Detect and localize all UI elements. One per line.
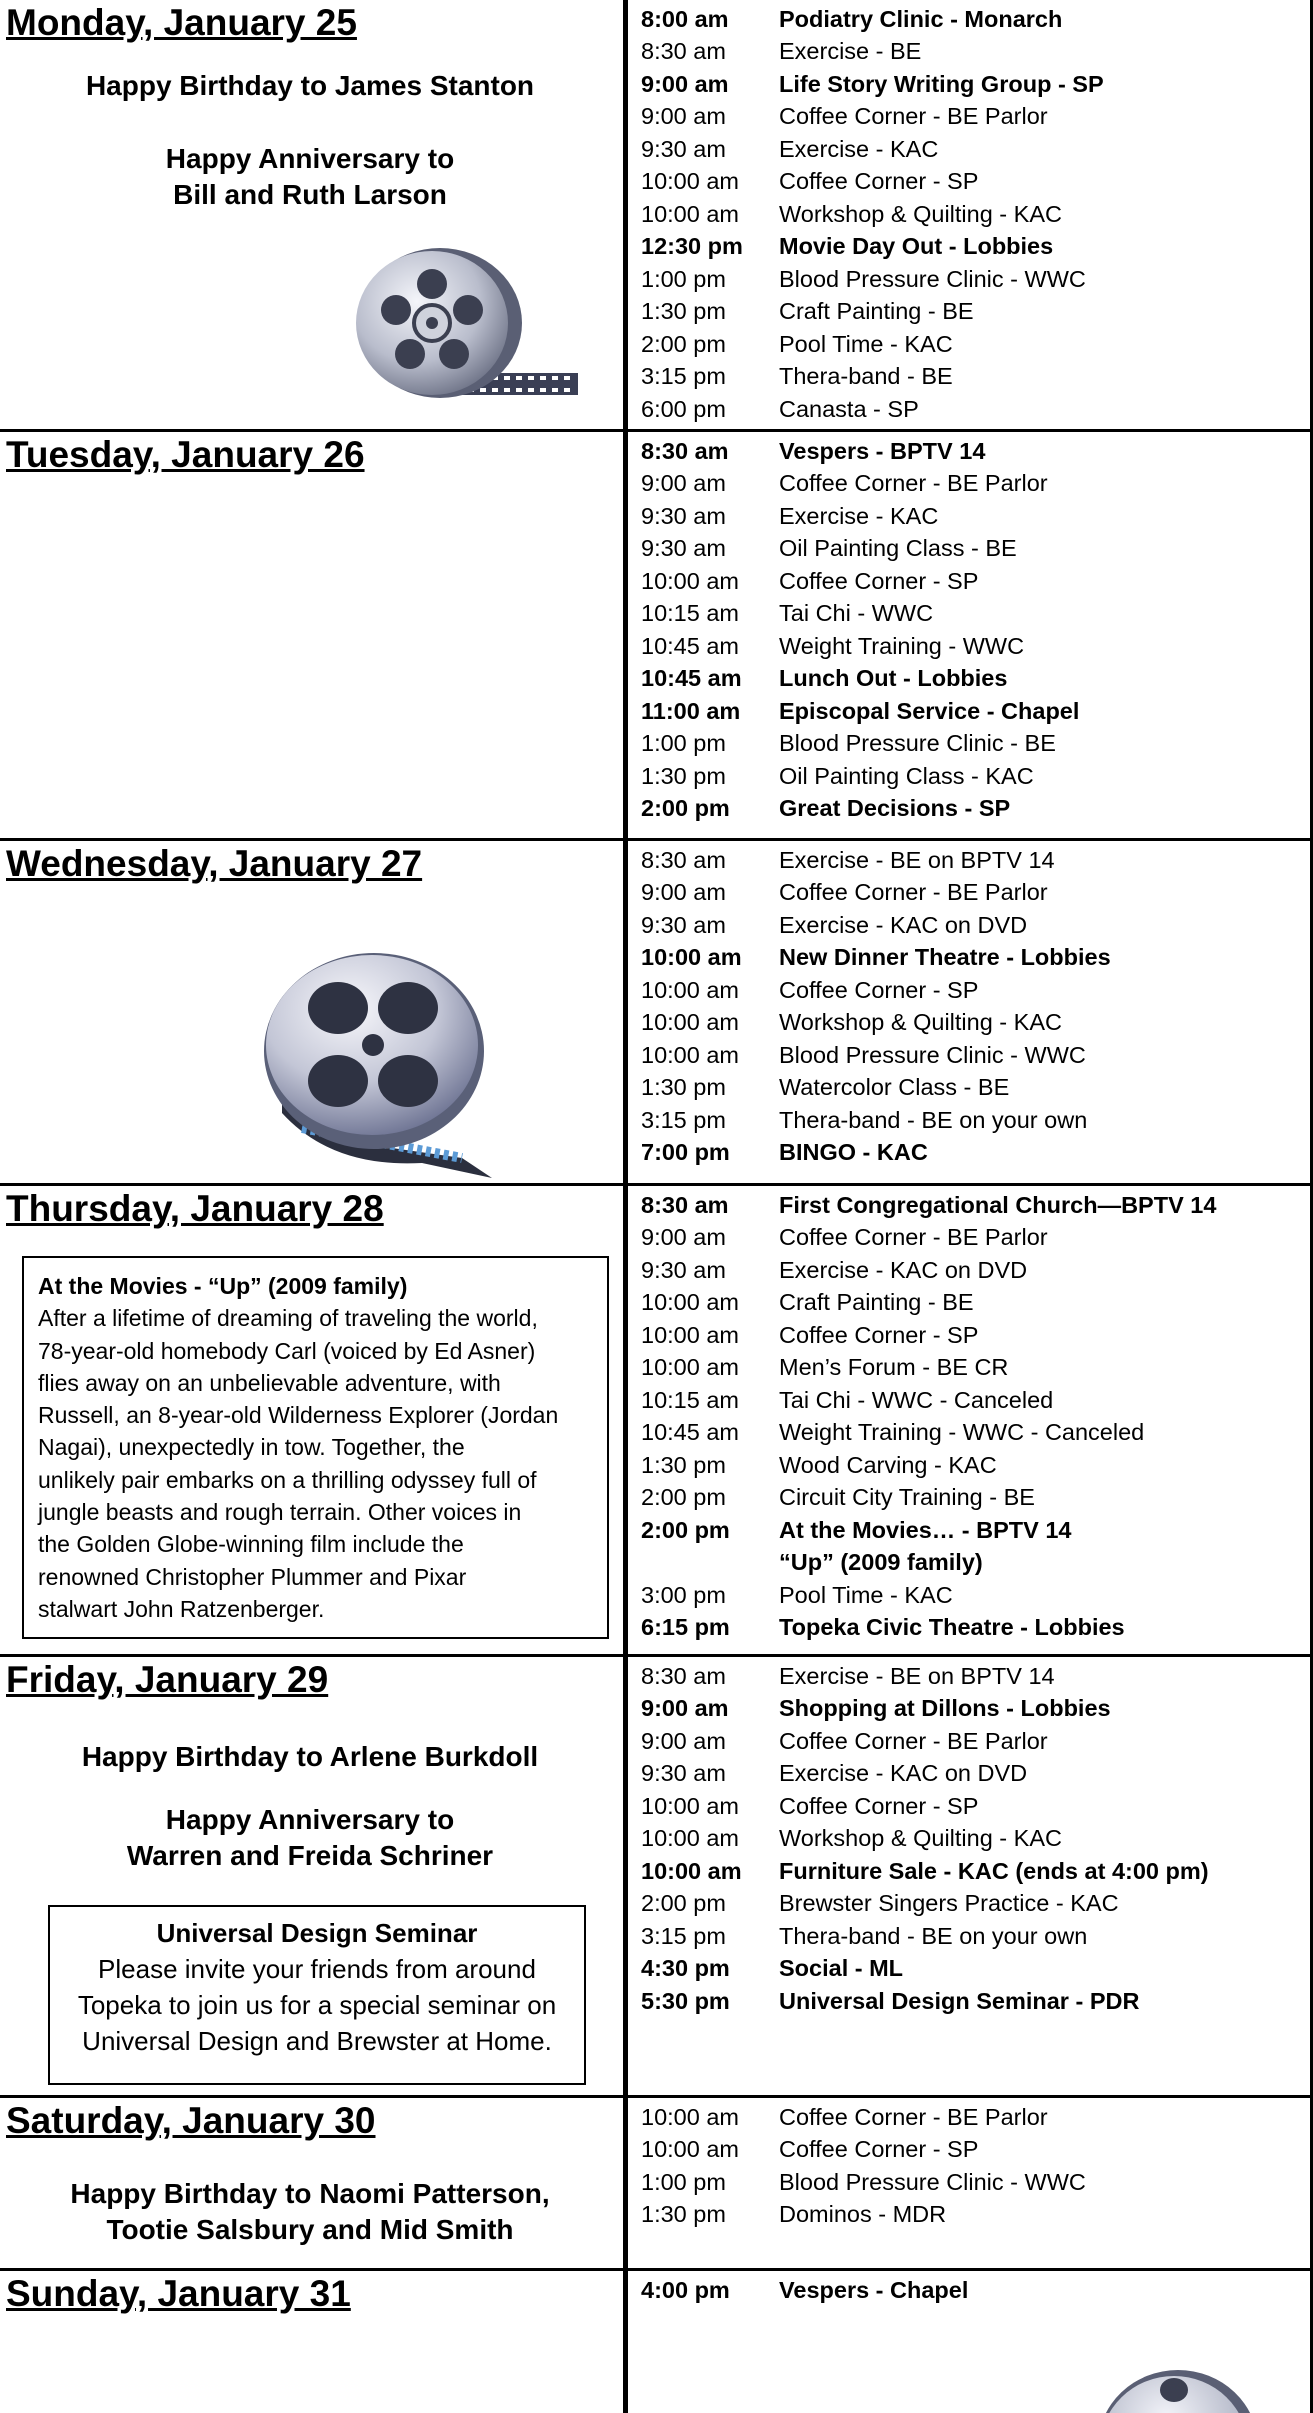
event-list [641, 1660, 1311, 2018]
event-row [641, 1384, 1311, 1417]
event-name: Oil Painting Class - BE [779, 535, 1017, 562]
day-row-wednesday [0, 841, 1313, 1186]
day-title: Tuesday, January 26 [6, 434, 365, 475]
event-time: 6:15 pm [641, 1614, 730, 1641]
event-time: 10:45 am [641, 1419, 739, 1446]
event-time: 10:00 am [641, 1825, 739, 1852]
event-name: Tai Chi - WWC [779, 600, 934, 627]
event-row [641, 909, 1311, 942]
event-time: 10:00 am [641, 944, 742, 971]
event-list [641, 3, 1311, 426]
schedule-sunday [628, 2271, 1313, 2413]
event-name: Weight Training - WWC - Canceled [779, 1419, 1145, 1446]
movie-description-box [22, 1256, 609, 1639]
seminar-box [48, 1905, 586, 2085]
event-time: 2:00 pm [641, 795, 730, 822]
event-time: 9:00 am [641, 103, 726, 130]
event-name: Workshop & Quilting - KAC [779, 200, 1062, 227]
event-name: Great Decisions - SP [779, 795, 1011, 822]
event-time: 10:00 am [641, 1041, 739, 1068]
event-name: Blood Pressure Clinic - WWC [779, 265, 1086, 292]
event-time: 9:00 am [641, 879, 726, 906]
event-time: 8:30 am [641, 437, 729, 464]
event-name: Oil Painting Class - KAC [779, 762, 1034, 789]
event-row [641, 263, 1311, 296]
event-row [641, 1579, 1311, 1612]
event-row [641, 844, 1311, 877]
event-row [641, 1612, 1311, 1645]
event-name: Brewster Singers Practice - KAC [779, 1890, 1119, 1917]
event-name: Exercise - BE on BPTV 14 [779, 1662, 1055, 1689]
event-time: 1:30 pm [641, 762, 726, 789]
event-row [641, 133, 1311, 166]
event-name: Blood Pressure Clinic - WWC [779, 2168, 1086, 2195]
event-name: Coffee Corner - BE Parlor [779, 1224, 1048, 1251]
event-name: Coffee Corner - SP [779, 1321, 979, 1348]
event-name: Canasta - SP [779, 395, 919, 422]
event-row [641, 1137, 1311, 1170]
event-name: Coffee Corner - SP [779, 567, 979, 594]
text-line: flies away on an unbelievable adventure, with [38, 1369, 501, 1396]
day-row-tuesday [0, 432, 1313, 841]
event-name: Thera-band - BE on your own [779, 1106, 1088, 1133]
schedule-monday [628, 0, 1313, 429]
text-line: stalwart John Ratzenberger. [38, 1595, 325, 1622]
event-name: Coffee Corner - SP [779, 168, 979, 195]
event-name: Coffee Corner - SP [779, 1792, 979, 1819]
day-row-monday [0, 0, 1313, 432]
event-name: Exercise - KAC on DVD [779, 1256, 1028, 1283]
event-name: Podiatry Clinic - Monarch [779, 5, 1063, 32]
event-name: Circuit City Training - BE [779, 1484, 1035, 1511]
day-title: Friday, January 29 [6, 1659, 329, 1700]
day-title: Sunday, January 31 [6, 2273, 351, 2314]
text-line: Topeka to join us for a special seminar on [77, 1990, 557, 2020]
event-row [641, 877, 1311, 910]
event-list [641, 1189, 1311, 1644]
event-row [641, 1758, 1311, 1791]
event-name: Lunch Out - Lobbies [779, 665, 1008, 692]
event-name: Vespers - Chapel [779, 2276, 969, 2303]
birthday-note: Happy Birthday to Arlene Burkdoll [81, 1741, 539, 1772]
event-row [641, 101, 1311, 134]
event-name: Exercise - KAC on DVD [779, 1760, 1028, 1787]
day-row-sunday [0, 2271, 1313, 2413]
event-time: 10:00 am [641, 200, 739, 227]
event-name: Thera-band - BE on your own [779, 1922, 1088, 1949]
event-row [641, 2101, 1311, 2134]
day-info-wednesday [0, 841, 628, 1183]
event-name: Coffee Corner - SP [779, 976, 979, 1003]
event-time: 1:30 pm [641, 2201, 726, 2228]
event-name: Workshop & Quilting - KAC [779, 1009, 1062, 1036]
event-name: Exercise - KAC [779, 502, 939, 529]
event-row [641, 728, 1311, 761]
event-time: 9:00 am [641, 1727, 726, 1754]
anniversary-names: Warren and Freida Schriner [126, 1840, 494, 1871]
event-time: 9:00 am [641, 70, 729, 97]
event-row [641, 36, 1311, 69]
event-time: 10:15 am [641, 1386, 739, 1413]
event-row [641, 942, 1311, 975]
event-time: 7:00 pm [641, 1139, 730, 1166]
event-name: Pool Time - KAC [779, 330, 953, 357]
event-time: 10:00 am [641, 2103, 739, 2130]
event-name: Men’s Forum - BE CR [779, 1354, 1009, 1381]
event-name: Pool Time - KAC [779, 1581, 953, 1608]
day-title: Thursday, January 28 [6, 1188, 384, 1229]
day-row-friday [0, 1657, 1313, 2098]
event-name: Coffee Corner - SP [779, 2136, 979, 2163]
event-time: 10:00 am [641, 1289, 739, 1316]
event-name: Exercise - BE on BPTV 14 [779, 846, 1055, 873]
event-time: 6:00 pm [641, 395, 726, 422]
event-time: 12:30 pm [641, 233, 743, 260]
text-line: After a lifetime of dreaming of traveling the world, [38, 1305, 538, 1332]
event-row [641, 2199, 1311, 2232]
event-time: 9:00 am [641, 1695, 729, 1722]
event-time: 3:15 pm [641, 363, 726, 390]
event-time: 9:00 am [641, 1224, 726, 1251]
event-row [641, 468, 1311, 501]
event-row [641, 1660, 1311, 1693]
event-name: Universal Design Seminar - PDR [779, 1987, 1140, 2014]
event-time: 8:30 am [641, 38, 726, 65]
movie-heading: At the Movies - “Up” (2009 family) [38, 1273, 408, 1299]
event-row [641, 1693, 1311, 1726]
event-time: 11:00 am [641, 697, 741, 724]
event-row [641, 1953, 1311, 1986]
event-time: 10:15 am [641, 600, 739, 627]
event-row [641, 231, 1311, 264]
event-time: 4:30 pm [641, 1955, 730, 1982]
event-time: 1:00 pm [641, 265, 726, 292]
event-name: Tai Chi - WWC - Canceled [779, 1386, 1054, 1413]
event-time: 10:00 am [641, 1354, 739, 1381]
event-time: 10:00 am [641, 976, 739, 1003]
event-name: Life Story Writing Group - SP [779, 70, 1104, 97]
event-time: 9:30 am [641, 1256, 726, 1283]
event-row [641, 500, 1311, 533]
event-name: Coffee Corner - BE Parlor [779, 2103, 1048, 2130]
day-title: Wednesday, January 27 [6, 843, 423, 884]
event-row [641, 1007, 1311, 1040]
event-row [641, 1319, 1311, 1352]
event-row [641, 630, 1311, 663]
day-info-sunday [0, 2271, 628, 2413]
day-info-saturday [0, 2098, 628, 2268]
event-time: 10:00 am [641, 567, 739, 594]
event-list [641, 435, 1311, 825]
event-row [641, 1417, 1311, 1450]
film-reel-icon [348, 248, 583, 403]
event-row [641, 328, 1311, 361]
anniversary-note: Happy Anniversary to [165, 143, 455, 174]
event-name: At the Movies… - BPTV 14 [779, 1516, 1072, 1543]
birthday-note: Happy Birthday to James Stanton [85, 70, 535, 101]
event-row [641, 1920, 1311, 1953]
event-name: BINGO - KAC [779, 1139, 928, 1166]
event-row [641, 1352, 1311, 1385]
event-row [641, 393, 1311, 426]
event-name: Topeka Civic Theatre - Lobbies [779, 1614, 1125, 1641]
event-name: Weight Training - WWC [779, 632, 1025, 659]
event-time: 8:30 am [641, 846, 726, 873]
event-name: Exercise - BE [779, 38, 922, 65]
day-title: Monday, January 25 [6, 2, 357, 43]
event-time: 2:00 pm [641, 1890, 726, 1917]
event-name: Coffee Corner - BE Parlor [779, 879, 1048, 906]
event-row [641, 2274, 1311, 2307]
text-line: unlikely pair embarks on a thrilling odyssey full of [38, 1466, 537, 1493]
event-row [641, 2134, 1311, 2167]
event-name: New Dinner Theatre - Lobbies [779, 944, 1111, 971]
event-name: Craft Painting - BE [779, 1289, 974, 1316]
event-time: 5:30 pm [641, 1987, 730, 2014]
event-row [641, 435, 1311, 468]
event-time: 2:00 pm [641, 1516, 730, 1543]
seminar-heading: Universal Design Seminar [156, 1918, 478, 1948]
schedule-wednesday [628, 841, 1313, 1183]
event-name: Wood Carving - KAC [779, 1451, 997, 1478]
event-row [641, 1254, 1311, 1287]
schedule-tuesday [628, 432, 1313, 838]
event-time: 1:00 pm [641, 730, 726, 757]
text-line: Russell, an 8-year-old Wilderness Explorer (Jordan [38, 1402, 559, 1429]
day-row-saturday [0, 2098, 1313, 2271]
event-row [641, 2166, 1311, 2199]
event-name: Shopping at Dillons - Lobbies [779, 1695, 1111, 1722]
event-name: Workshop & Quilting - KAC [779, 1825, 1062, 1852]
event-row [641, 1855, 1311, 1888]
event-name: Movie Day Out - Lobbies [779, 233, 1054, 260]
event-row [641, 198, 1311, 231]
event-time: 10:00 am [641, 1792, 739, 1819]
text-line: Universal Design and Brewster at Home. [82, 2026, 552, 2056]
day-info-tuesday [0, 432, 628, 838]
birthday-names: Tootie Salsbury and Mid Smith [106, 2214, 514, 2245]
day-info-thursday [0, 1186, 628, 1654]
event-name: “Up” (2009 family) [779, 1549, 983, 1576]
event-time: 9:30 am [641, 535, 726, 562]
event-row [641, 1790, 1311, 1823]
event-name: Episcopal Service - Chapel [779, 697, 1080, 724]
event-name: Vespers - BPTV 14 [779, 437, 986, 464]
movie-description [38, 1302, 593, 1625]
event-row [641, 1888, 1311, 1921]
event-time: 9:00 am [641, 470, 726, 497]
event-row [641, 565, 1311, 598]
event-time: 4:00 pm [641, 2276, 730, 2303]
event-row [641, 760, 1311, 793]
text-line: renowned Christopher Plummer and Pixar [38, 1563, 467, 1590]
event-time: 1:00 pm [641, 2168, 726, 2195]
event-time: 10:00 am [641, 1857, 742, 1884]
event-name: Thera-band - BE [779, 363, 953, 390]
day-info-monday [0, 0, 628, 429]
event-row [641, 793, 1311, 826]
event-row [641, 1514, 1311, 1547]
event-row [641, 663, 1311, 696]
event-time: 10:00 am [641, 1009, 739, 1036]
event-time: 9:30 am [641, 135, 726, 162]
event-time: 10:00 am [641, 2136, 739, 2163]
event-row [641, 296, 1311, 329]
day-row-thursday [0, 1186, 1313, 1657]
event-time: 8:00 am [641, 5, 729, 32]
event-row [641, 1482, 1311, 1515]
day-title: Saturday, January 30 [6, 2100, 376, 2141]
schedule-friday [628, 1657, 1313, 2095]
event-row [641, 1039, 1311, 1072]
event-time: 3:00 pm [641, 1581, 726, 1608]
film-reel-icon [262, 953, 502, 1183]
text-line: jungle beasts and rough terrain. Other voices in [38, 1499, 522, 1526]
event-list [641, 2274, 1311, 2307]
event-row [641, 1222, 1311, 1255]
event-name: Furniture Sale - KAC (ends at 4:00 pm) [779, 1857, 1209, 1884]
event-row [641, 3, 1311, 36]
event-time: 10:00 am [641, 168, 739, 195]
event-name: First Congregational Church—BPTV 14 [779, 1191, 1217, 1218]
event-row [641, 1547, 1311, 1580]
text-line: Nagai), unexpectedly in tow. Together, the [38, 1434, 465, 1461]
anniversary-names: Bill and Ruth Larson [173, 179, 447, 210]
event-time: 8:30 am [641, 1662, 726, 1689]
event-time: 8:30 am [641, 1191, 729, 1218]
text-line: the Golden Globe-winning film include the [38, 1531, 464, 1558]
schedule-saturday [628, 2098, 1313, 2268]
event-row [641, 695, 1311, 728]
event-time: 9:30 am [641, 1760, 726, 1787]
day-info-friday [0, 1657, 628, 2095]
text-line: Please invite your friends from around [98, 1954, 536, 1984]
event-time: 10:45 am [641, 665, 742, 692]
event-name: Coffee Corner - BE Parlor [779, 1727, 1048, 1754]
event-name: Dominos - MDR [779, 2201, 947, 2228]
event-name: Social - ML [779, 1955, 904, 1982]
event-time: 3:15 pm [641, 1106, 726, 1133]
event-row [641, 1725, 1311, 1758]
event-name: Blood Pressure Clinic - BE [779, 730, 1056, 757]
event-list [641, 2101, 1311, 2231]
birthday-note: Happy Birthday to Naomi Patterson, [70, 2178, 550, 2209]
event-name: Watercolor Class - BE [779, 1074, 1010, 1101]
event-time: 2:00 pm [641, 330, 726, 357]
event-name: Exercise - KAC on DVD [779, 911, 1028, 938]
event-row [641, 166, 1311, 199]
anniversary-note: Happy Anniversary to [165, 1804, 455, 1835]
film-reel-icon [1028, 2366, 1288, 2413]
event-row [641, 1104, 1311, 1137]
event-time: 3:15 pm [641, 1922, 726, 1949]
event-time: 9:30 am [641, 911, 726, 938]
event-row [641, 598, 1311, 631]
event-time: 9:30 am [641, 502, 726, 529]
event-row [641, 1072, 1311, 1105]
event-row [641, 1189, 1311, 1222]
event-name: Coffee Corner - BE Parlor [779, 470, 1048, 497]
event-time: 1:30 pm [641, 1074, 726, 1101]
event-time: 1:30 pm [641, 298, 726, 325]
event-time: 10:45 am [641, 632, 739, 659]
event-name: Blood Pressure Clinic - WWC [779, 1041, 1086, 1068]
event-row [641, 1287, 1311, 1320]
event-name: Coffee Corner - BE Parlor [779, 103, 1048, 130]
event-row [641, 1823, 1311, 1856]
event-row [641, 974, 1311, 1007]
event-list [641, 844, 1311, 1169]
event-row [641, 68, 1311, 101]
text-line: 78-year-old homebody Carl (voiced by Ed Asner) [38, 1337, 536, 1364]
seminar-description [60, 1951, 574, 2059]
event-row [641, 361, 1311, 394]
event-row [641, 533, 1311, 566]
event-time: 2:00 pm [641, 1484, 726, 1511]
event-name: Exercise - KAC [779, 135, 939, 162]
event-row [641, 1985, 1311, 2018]
event-name: Craft Painting - BE [779, 298, 974, 325]
event-row [641, 1449, 1311, 1482]
event-time: 10:00 am [641, 1321, 739, 1348]
schedule-thursday [628, 1186, 1313, 1654]
event-time: 1:30 pm [641, 1451, 726, 1478]
